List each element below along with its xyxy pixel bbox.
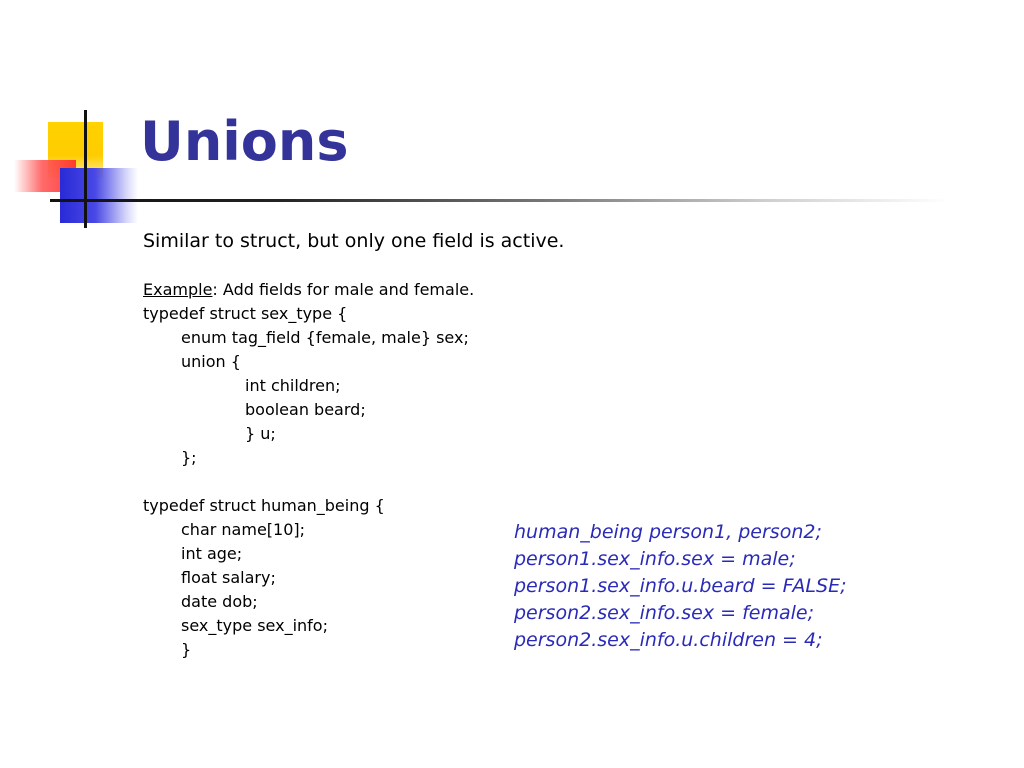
code-block <box>143 278 474 662</box>
usage-line: person2.sex_info.sex = female; <box>514 602 814 624</box>
code-lines <box>143 302 474 662</box>
code-line: } u; <box>245 424 276 443</box>
code-line: }; <box>181 448 197 467</box>
code-line: float salary; <box>181 568 276 587</box>
example-description: : Add fields for male and female. <box>212 280 475 299</box>
code-line: sex_type sex_info; <box>181 616 328 635</box>
slide-title: Unions <box>140 110 349 173</box>
usage-code-block <box>514 519 846 654</box>
code-line: date dob; <box>181 592 258 611</box>
code-line: } <box>181 640 192 659</box>
code-line: enum tag_field {female, male} sex; <box>181 328 469 347</box>
code-line: union { <box>181 352 241 371</box>
code-line: int age; <box>181 544 243 563</box>
title-underline-rule <box>50 199 950 202</box>
code-line: boolean beard; <box>245 400 366 419</box>
example-label: Example <box>143 280 213 299</box>
usage-line: human_being person1, person2; <box>514 521 822 543</box>
usage-line: person2.sex_info.u.children = 4; <box>514 629 823 651</box>
example-line <box>143 278 474 302</box>
code-line: int children; <box>245 376 341 395</box>
usage-line: person1.sex_info.u.beard = FALSE; <box>514 575 847 597</box>
code-line <box>143 470 474 494</box>
usage-line: person1.sex_info.sex = male; <box>514 548 796 570</box>
code-line: char name[10]; <box>181 520 306 539</box>
code-line: typedef struct human_being { <box>143 496 385 515</box>
decorative-blue-square <box>60 168 138 223</box>
decorative-vertical-line <box>84 110 87 228</box>
code-line: typedef struct sex_type { <box>143 304 348 323</box>
slide-subtitle: Similar to struct, but only one field is active. <box>143 230 565 252</box>
